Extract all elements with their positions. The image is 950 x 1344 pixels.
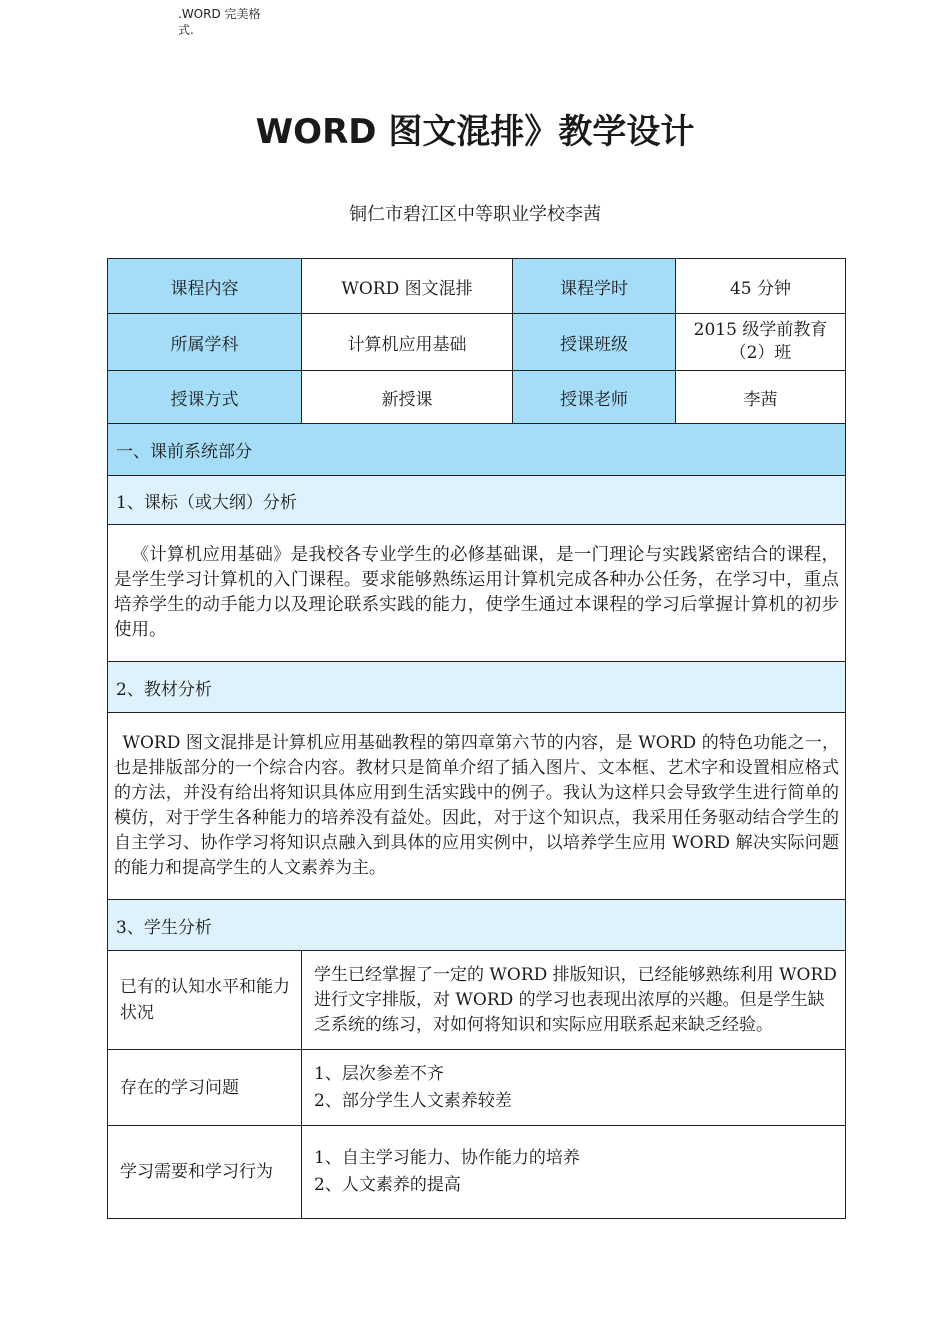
author-line: 铜仁市碧江区中等职业学校李茜 bbox=[349, 204, 601, 225]
course-content-value: WORD 图文混排 bbox=[302, 259, 513, 314]
section-pre-heading: 一、课前系统部分 bbox=[108, 424, 846, 476]
lesson-design-table bbox=[107, 258, 846, 1219]
learning-problems-list bbox=[302, 1050, 846, 1126]
learning-need-item: 2、人文素养的提高 bbox=[314, 1175, 461, 1195]
student-analysis-heading: 3、学生分析 bbox=[108, 900, 846, 951]
learning-need-item: 1、自主学习能力、协作能力的培养 bbox=[314, 1148, 580, 1168]
method-label: 授课方式 bbox=[108, 371, 302, 424]
course-hours-label: 课程学时 bbox=[513, 259, 676, 314]
learning-problems-label: 存在的学习问题 bbox=[108, 1050, 302, 1126]
course-hours-value: 45 分钟 bbox=[676, 259, 846, 314]
page-title: WORD 图文混排》教学设计 bbox=[255, 112, 695, 152]
learning-needs-label: 学习需要和学习行为 bbox=[108, 1126, 302, 1219]
subject-label: 所属学科 bbox=[108, 314, 302, 371]
learning-needs-list bbox=[302, 1126, 846, 1219]
subject-value: 计算机应用基础 bbox=[302, 314, 513, 371]
textbook-analysis-heading: 2、教材分析 bbox=[108, 662, 846, 713]
learning-problem-item: 2、部分学生人文素养较差 bbox=[314, 1090, 512, 1111]
syllabus-analysis-text: 《计算机应用基础》是我校各专业学生的必修基础课，是一门理论与实践紧密结合的课程，是学生学习计算机的入门课程。要求能够熟练运用计算机完成各种办公任务，在学习中，重点培养学生的动手能力以及理论联系实践的能力，使学生通过本课程的学习后掌握计算机的初步使用。 bbox=[108, 525, 846, 662]
method-value: 新授课 bbox=[302, 371, 513, 424]
class-label: 授课班级 bbox=[513, 314, 676, 371]
teacher-label: 授课老师 bbox=[513, 371, 676, 424]
syllabus-analysis-heading: 1、课标（或大纲）分析 bbox=[108, 476, 846, 525]
class-value: 2015 级学前教育（2）班 bbox=[676, 314, 846, 371]
textbook-analysis-text: WORD 图文混排是计算机应用基础教程的第四章第六节的内容，是 WORD 的特色功能之一，也是排版部分的一个综合内容。教材只是简单介绍了插入图片、文本框、艺术字和设置相应格式的方法，并没有给出将知识具体应用到生活实践中的例子。我认为这样只会导致学生进行简单的模仿，对于学生各种能力的培养没有益处。因此，对于这个知识点，我采用任务驱动结合学生的自主学习、协作学习将知识点融入到具体的应用实例中，以培养学生应用 WORD 解决实际问题的能力和提高学生的人文素养为主。 bbox=[108, 713, 846, 900]
header-note: .WORD 完美格 式. bbox=[178, 7, 261, 37]
cognitive-level-label: 已有的认知水平和能力状况 bbox=[108, 951, 302, 1050]
course-content-label: 课程内容 bbox=[108, 259, 302, 314]
teacher-value: 李茜 bbox=[676, 371, 846, 424]
cognitive-level-text: 学生已经掌握了一定的 WORD 排版知识，已经能够熟练利用 WORD 进行文字排版，对 WORD 的学习也表现出浓厚的兴趣。但是学生缺乏系统的练习，对如何将知识和实际应用联系起来缺乏经验。 bbox=[302, 951, 846, 1050]
learning-problem-item: 1、层次参差不齐 bbox=[314, 1063, 444, 1084]
